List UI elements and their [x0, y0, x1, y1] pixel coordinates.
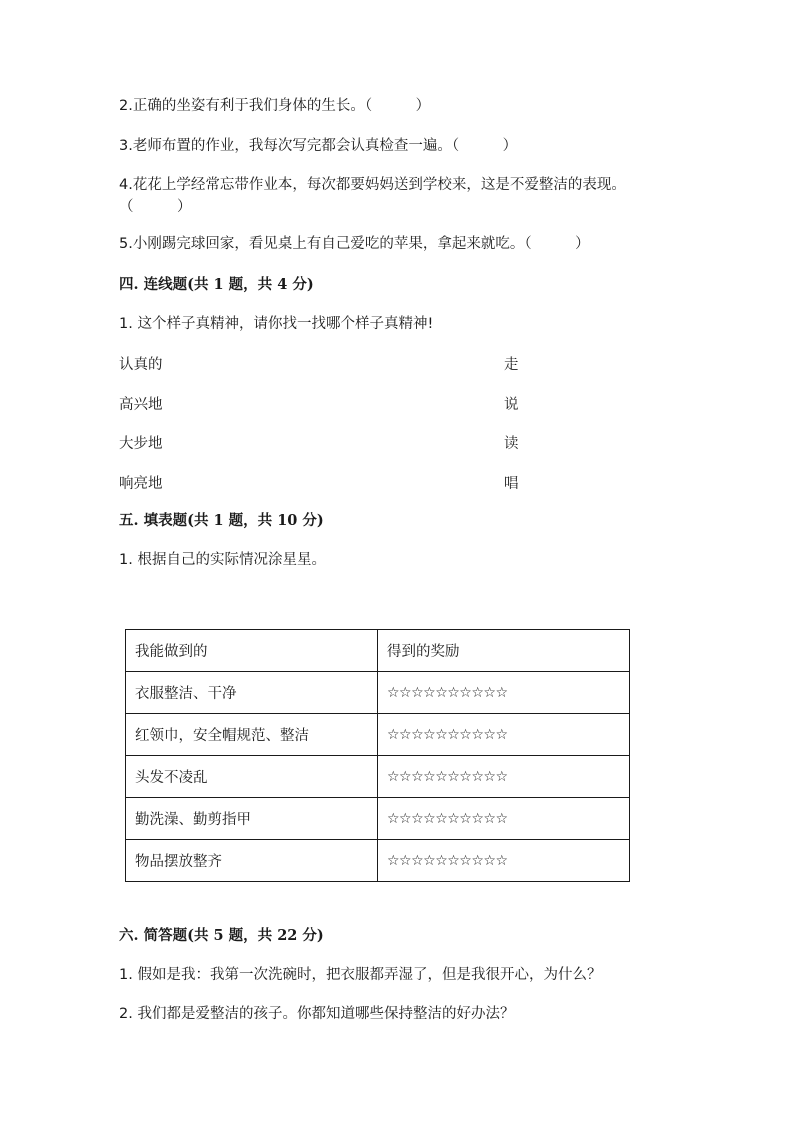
judgement-question-5: 5.小刚踢完球回家，看见桌上有自己爱吃的苹果，拿起来就吃。（ ） [119, 236, 590, 252]
short-answer-question-2: 2. 我们都是爱整洁的孩子。你都知道哪些保持整洁的好办法？ [119, 1006, 515, 1022]
match-right-item: 说 [504, 397, 519, 413]
table-row [126, 672, 630, 714]
match-right-item: 走 [504, 357, 519, 373]
table-row [126, 756, 630, 798]
judgement-question-3: 3.老师布置的作业，我每次写完都会认真检查一遍。（ ） [119, 138, 518, 154]
table-cell-behavior: 物品摆放整齐 [126, 840, 378, 882]
short-answer-question-1: 1. 假如是我：我第一次洗碗时，把衣服都弄湿了，但是我很开心，为什么？ [119, 967, 602, 983]
reward-table [125, 629, 630, 882]
table-cell-stars[interactable]: ☆☆☆☆☆☆☆☆☆☆ [378, 798, 630, 840]
table-header-cell: 得到的奖励 [378, 630, 630, 672]
table-cell-stars[interactable]: ☆☆☆☆☆☆☆☆☆☆ [378, 672, 630, 714]
table-cell-behavior: 衣服整洁、干净 [126, 672, 378, 714]
table-row [126, 840, 630, 882]
match-left-item: 大步地 [119, 436, 163, 452]
table-cell-stars[interactable]: ☆☆☆☆☆☆☆☆☆☆ [378, 714, 630, 756]
table-cell-stars[interactable]: ☆☆☆☆☆☆☆☆☆☆ [378, 840, 630, 882]
table-cell-behavior: 勤洗澡、勤剪指甲 [126, 798, 378, 840]
matching-question: 1. 这个样子真精神，请你找一找哪个样子真精神! [119, 316, 434, 332]
match-right-item: 唱 [504, 476, 519, 492]
section-heading-table: 五. 填表题(共 1 题，共 10 分) [119, 512, 324, 529]
table-header-row [126, 630, 630, 672]
match-left-item: 高兴地 [119, 397, 163, 413]
judgement-question-4: 4.花花上学经常忘带作业本，每次都要妈妈送到学校来，这是不爱整洁的表现。（ ） [119, 177, 626, 215]
match-left-item: 认真的 [119, 357, 163, 373]
table-cell-behavior: 红领巾，安全帽规范、整洁 [126, 714, 378, 756]
table-cell-stars[interactable]: ☆☆☆☆☆☆☆☆☆☆ [378, 756, 630, 798]
table-row [126, 714, 630, 756]
section-heading-short-answer: 六. 简答题(共 5 题，共 22 分) [119, 927, 324, 944]
section-heading-matching: 四. 连线题(共 1 题，共 4 分) [119, 276, 314, 293]
judgement-question-2: 2.正确的坐姿有利于我们身体的生长。（ ） [119, 98, 431, 114]
match-right-item: 读 [504, 436, 519, 452]
match-left-item: 响亮地 [119, 476, 163, 492]
table-row [126, 798, 630, 840]
table-question: 1. 根据自己的实际情况涂星星。 [119, 552, 326, 568]
table-header-cell: 我能做到的 [126, 630, 378, 672]
table-cell-behavior: 头发不凌乱 [126, 756, 378, 798]
